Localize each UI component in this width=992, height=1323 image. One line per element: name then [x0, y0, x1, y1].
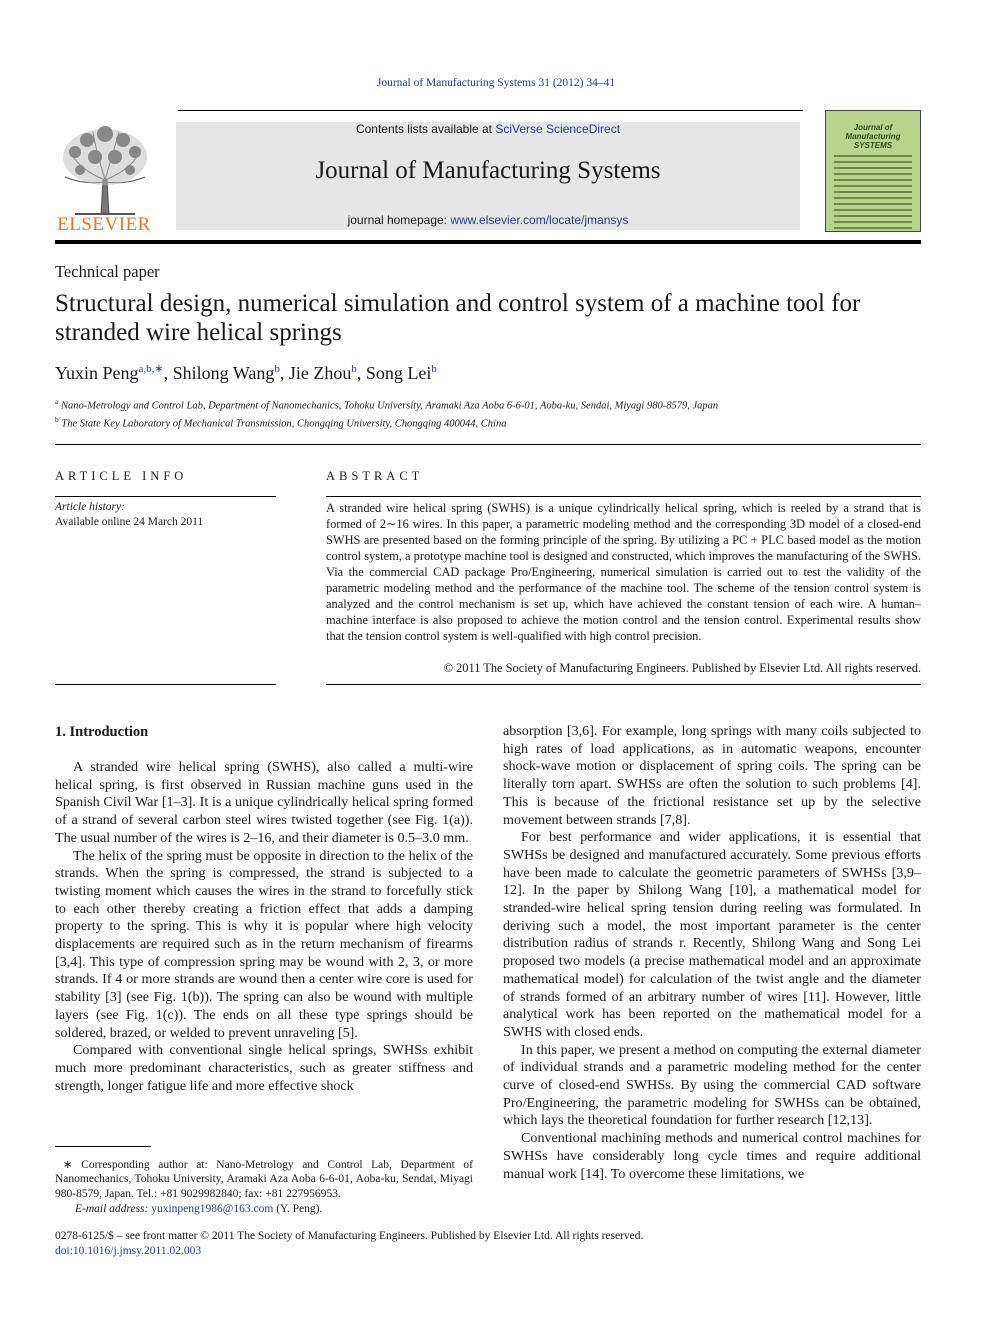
- author[interactable]: [173, 363, 289, 383]
- author-name: Yuxin Peng: [55, 363, 139, 383]
- paragraph: Conventional machining methods and numerical control machines for SWHSs have considerably long cycle times and require additional manual work [14]. To overcome these limitations, we: [503, 1130, 921, 1182]
- article-info-bottom-rule: [55, 684, 276, 685]
- author-sup[interactable]: b: [431, 363, 437, 375]
- abstract-rule: [326, 496, 921, 497]
- paragraph: A stranded wire helical spring (SWHS), also called a multi-wire helical spring, is first observed in Russian machine guns used in the Spanish Civil War [1–3]. It is a unique cylindrically helical spring formed of a strand of several carbon steel wires twisted together (see Fig. 1(a)). The usual number of the wires is 2–16, and their diameter is 0.5–3.0 mm.: [55, 759, 473, 846]
- email-suffix: (Y. Peng).: [273, 1203, 323, 1215]
- paragraph: absorption [3,6]. For example, long springs with many coils subjected to high rates of load applications, as in automatic weapons, encounter shock-wave motion or displacement of spring coils. The spring can be literally torn apart. SWHSs are often the solution to such problems [4]. This is because of the frictional resistance set up by the selective movement between strands [7,8].: [503, 723, 921, 828]
- elsevier-logo: [55, 122, 153, 234]
- author-name: Song Lei: [365, 363, 432, 383]
- journal-title: Journal of Manufacturing Systems: [315, 157, 661, 184]
- email-line: [75, 1202, 322, 1216]
- article-history-label: Article history:: [55, 501, 125, 513]
- article-history-value: Available online 24 March 2011: [55, 516, 204, 528]
- cover-contents: [826, 151, 920, 229]
- left-column: [55, 759, 473, 1095]
- section-heading: 1. Introduction: [55, 724, 149, 740]
- homepage-link[interactable]: www.elsevier.com/locate/jmansys: [450, 213, 629, 227]
- affiliation-mark: b: [55, 415, 59, 424]
- author-sup[interactable]: b: [274, 363, 280, 375]
- footnote-text: Corresponding author at: Nano-Metrology and Control Lab, Department of Nanomechanics, Tohoku University, Aramaki Aza Aoba 6-6-01, Aoba-ku, Sendai, Miyagi 980-8579, Japan. Tel.: +81 9029982840; fax: +81 227956953.: [55, 1159, 473, 1200]
- affiliation-text: The State Key Laboratory of Mechanical Transmission, Chongqing University, Chongqing 400044, China: [61, 418, 507, 430]
- article-info-heading: ARTICLE INFO: [55, 469, 188, 483]
- email-link[interactable]: yuxinpeng1986@163.com: [151, 1203, 274, 1215]
- author[interactable]: [55, 363, 173, 383]
- journal-cover[interactable]: [825, 110, 921, 232]
- paragraph: In this paper, we present a method on computing the external diameter of individual strands and a parametric modeling method for the center curve of closed-end SWHSs. By using the commercial CAD software Pro/Engineering, the parametric modeling for SWHSs can be obtained, which lays the theoretical foundation for further research [12,13].: [503, 1041, 921, 1129]
- abstract-text: A stranded wire helical spring (SWHS) is a unique cylindrically helical spring, which is reeled by a strand that is formed of 2∼16 wires. In this paper, a parametric modeling method and the corresponding 3D model of a closed-end SWHS are presented based on the forming principle of the spring. By utilizing a PC + PLC based model as the motion control system, a prototype machine tool is designed and constructed, which improves the manufacturing of the SWHS. Via the commercial CAD package Pro/Engineering, numerical simulation is carried out to test the validity of the parametric modeling method and the performance of the machine tool. The scheme of the tension control system is analyzed and the control mechanism is set up, which have achieved the constant tension of each wire. A human–machine interface is also proposed to achieve the motion control and the tension control. Experimental results show that the tension control system is well-qualified with high control precision.: [326, 501, 921, 643]
- author-list: [55, 362, 437, 384]
- header-divider: [178, 110, 803, 111]
- running-head[interactable]: Journal of Manufacturing Systems 31 (2012) 34–41: [376, 77, 616, 89]
- homepage-prefix: journal homepage:: [347, 213, 451, 227]
- author-sep: ,: [163, 363, 173, 383]
- abstract-bottom-rule: [326, 684, 921, 685]
- elsevier-wordmark: ELSEVIER: [57, 214, 151, 235]
- affiliation-a: [55, 397, 718, 412]
- abstract-copyright: © 2011 The Society of Manufacturing Engineers. Published by Elsevier Ltd. All rights reserved.: [443, 661, 921, 675]
- paragraph: The helix of the spring must be opposite in direction to the helix of the strands. When the spring is compressed, the strand is subjected to a twisting moment which causes the wires in the strand to forcefully stick to each other thereby creating a friction effect that adds a damping property to the spring. This is why it is popular where high velocity displacements are required such as in the return mechanism of firearms [3,4]. This type of compression spring may be wound with 2, 3, or more strands. If 4 or more strands are wound then a center wire core is used for stability [3] (see Fig. 1(b)). The spring can also be wound with multiple layers (see Fig. 1(c)). The ends on all these type springs should be soldered, brazed, or welded to prevent unraveling [5].: [55, 847, 473, 1041]
- corresponding-footnote: [55, 1158, 473, 1201]
- author[interactable]: [366, 363, 437, 383]
- affiliation-b: [55, 415, 506, 430]
- author-sep: ,: [356, 363, 366, 383]
- right-column: [503, 723, 921, 1183]
- contents-prefix: Contents lists available at: [355, 122, 496, 136]
- cover-title: Journal of Manufacturing SYSTEMS: [845, 123, 901, 150]
- abstract-heading: ABSTRACT: [326, 469, 424, 483]
- author-name: Jie Zhou: [288, 363, 352, 383]
- head-divider: [55, 444, 921, 445]
- article-info-rule: [55, 496, 276, 497]
- affiliation-mark: a: [55, 397, 59, 406]
- author-name: Shilong Wang: [172, 363, 275, 383]
- author[interactable]: [289, 363, 366, 383]
- article-type: Technical paper: [55, 262, 160, 281]
- paragraph: For best performance and wider applications, it is essential that SWHSs be designed and manufactured accurately. Some previous efforts have been made to calculate the geometric parameters of SWHSs [3,9–12]. In the paper by Shilong Wang [10], a mathematical model for stranded-wire helical spring tension during reeling was formulated. In deriving such a model, the most important parameter is the center distribution radius of strands r. Recently, Shilong Wang and Song Lei proposed two models (a precise mathematical model and an approximate mathematical model) for calculation of the twist angle and the diameter of strands formed of an arbitrary number of wires [11]. However, little analytical work has been reported on the mathematical model for a SWHS with closed ends.: [503, 829, 921, 1040]
- homepage-line: [176, 213, 800, 227]
- sciencedirect-link[interactable]: SciVerse ScienceDirect: [495, 122, 621, 136]
- masthead-rule: [55, 240, 921, 244]
- author-sup[interactable]: a,b,∗: [138, 363, 164, 375]
- affiliation-text: Nano-Metrology and Control Lab, Department of Nanomechanics, Tohoku University, Aramaki Aza Aoba 6-6-01, Aoba-ku, Sendai, Miyagi 980-8579, Japan: [60, 400, 719, 412]
- footnote-mark: ∗: [63, 1159, 73, 1171]
- paragraph: Compared with conventional single helical springs, SWHSs exhibit much more predominant characteristics, such as greater stiffness and strength, longer fatigue life and more effective shock: [55, 1042, 473, 1094]
- doi-link[interactable]: doi:10.1016/j.jmsy.2011.02.003: [55, 1245, 202, 1257]
- author-sup[interactable]: b: [351, 363, 357, 375]
- footnote-rule: [55, 1146, 151, 1147]
- issn-line: 0278-6125/$ – see front matter © 2011 The Society of Manufacturing Engineers. Published by Elsevier Ltd. All rights reserved.: [55, 1230, 644, 1242]
- article-title: Structural design, numerical simulation and control system of a machine tool for stranded wire helical springs: [55, 290, 861, 346]
- email-label: E-mail address:: [75, 1203, 152, 1215]
- author-sep: ,: [279, 363, 289, 383]
- contents-line: [176, 122, 800, 136]
